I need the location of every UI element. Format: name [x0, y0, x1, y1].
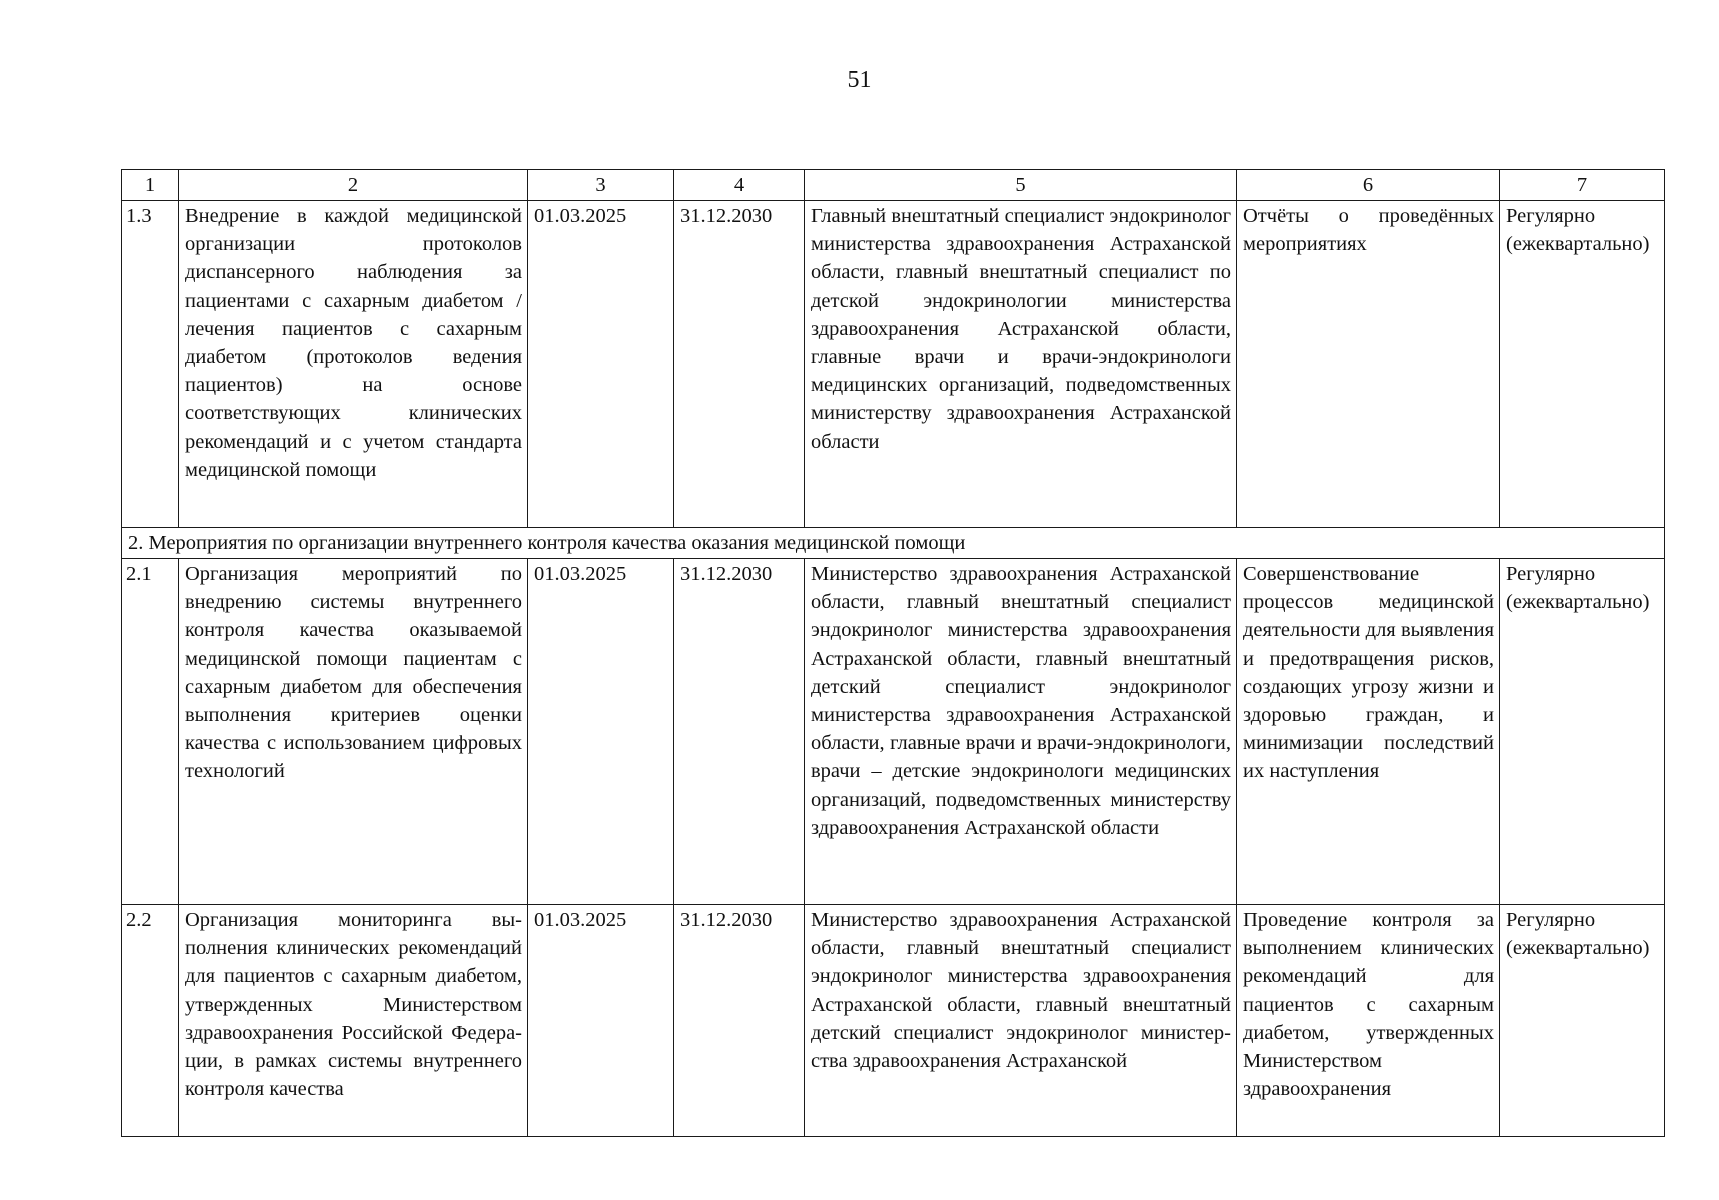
- table-row: [122, 905, 1665, 1137]
- expected-result: Отчёты о проведённых мероприятиях: [1237, 201, 1500, 528]
- header-cell: 2: [179, 170, 528, 201]
- end-date: 31.12.2030: [674, 559, 805, 905]
- frequency: Регулярно (ежеквартально): [1500, 201, 1665, 528]
- expected-result: Совершенствование процессов медицинской деятельности для выявления и предотвращения рисков, создающих угрозу жизни и здоровью граждан, и минимизации последствий их наступления: [1237, 559, 1500, 905]
- row-number: 2.1: [122, 559, 179, 905]
- end-date: 31.12.2030: [674, 905, 805, 1137]
- end-date: 31.12.2030: [674, 201, 805, 528]
- start-date: 01.03.2025: [528, 201, 674, 528]
- table-row: [122, 559, 1665, 905]
- start-date: 01.03.2025: [528, 905, 674, 1137]
- activity-name: Организация мероприятий по внедрению системы внутреннего контроля качества оказываемой медицинской помощи пациентам с сахарным диабетом для обеспечения выполнения критериев оценки качества с использованием цифровых технологий: [179, 559, 528, 905]
- header-cell: 4: [674, 170, 805, 201]
- responsible-executors: Министерство здравоохранения Астраханской области, главный внештатный специалист эндокринолог министерства здравоохранения Астраханской области, главный внештатный детский специалист эндокринолог министерства здравоохранения Астраханской области, главные врачи и врачи-эндокринологи, врачи – детские эндокринологи медицинских организаций, подведомственных министерству здравоохранения Астраханской области: [805, 559, 1237, 905]
- table-header-row: [122, 170, 1665, 201]
- expected-result: Проведение контроля за выполнением клинических рекомендаций для пациентов с сахарным диабетом, утвержденных Министерством здравоохранения: [1237, 905, 1500, 1137]
- header-cell: 6: [1237, 170, 1500, 201]
- row-number: 2.2: [122, 905, 179, 1137]
- table-row: [122, 201, 1665, 528]
- page-number: 51: [847, 67, 872, 93]
- responsible-executors: Главный внештатный специалист эндокринолог министерства здравоохранения Астраханской области, главный внештатный специалист по детской эндокринологии министерства здравоохранения Астраханской области, главные врачи и врачи-эндокринологи медицинских организаций, подведомственных министерству здравоохранения Астраханской области: [805, 201, 1237, 528]
- frequency: Регулярно (ежеквартально): [1500, 905, 1665, 1137]
- header-cell: 5: [805, 170, 1237, 201]
- section-title: 2. Мероприятия по организации внутреннего контроля качества оказания медицинской помощи: [122, 528, 1665, 559]
- header-cell: 7: [1500, 170, 1665, 201]
- section-heading-row: [122, 528, 1665, 559]
- plan-table: [121, 169, 1665, 1137]
- activity-name: Внедрение в каждой медицинской организации протоколов диспансерного наблюдения за пациентами с сахарным диабетом / лечения пациентов с сахарным диабетом (протоколов ведения пациентов) на основе соответствующих клинических рекомендаций и с учетом стандарта медицинской помощи: [179, 201, 528, 528]
- frequency: Регулярно (ежеквартально): [1500, 559, 1665, 905]
- activity-name: Организация мониторинга выполнения клинических рекомендаций для пациентов с сахарным диабетом, утвержденных Министерством здравоохранения Российской Федерации, в рамках системы внутреннего контроля качества: [179, 905, 528, 1137]
- row-number: 1.3: [122, 201, 179, 528]
- start-date: 01.03.2025: [528, 559, 674, 905]
- responsible-executors: Министерство здравоохранения Астраханской области, главный внештатный специалист эндокринолог министерства здравоохранения Астраханской области, главный внештатный детский специалист эндокринолог министерства здравоохранения Астраханской: [805, 905, 1237, 1137]
- header-cell: 1: [122, 170, 179, 201]
- header-cell: 3: [528, 170, 674, 201]
